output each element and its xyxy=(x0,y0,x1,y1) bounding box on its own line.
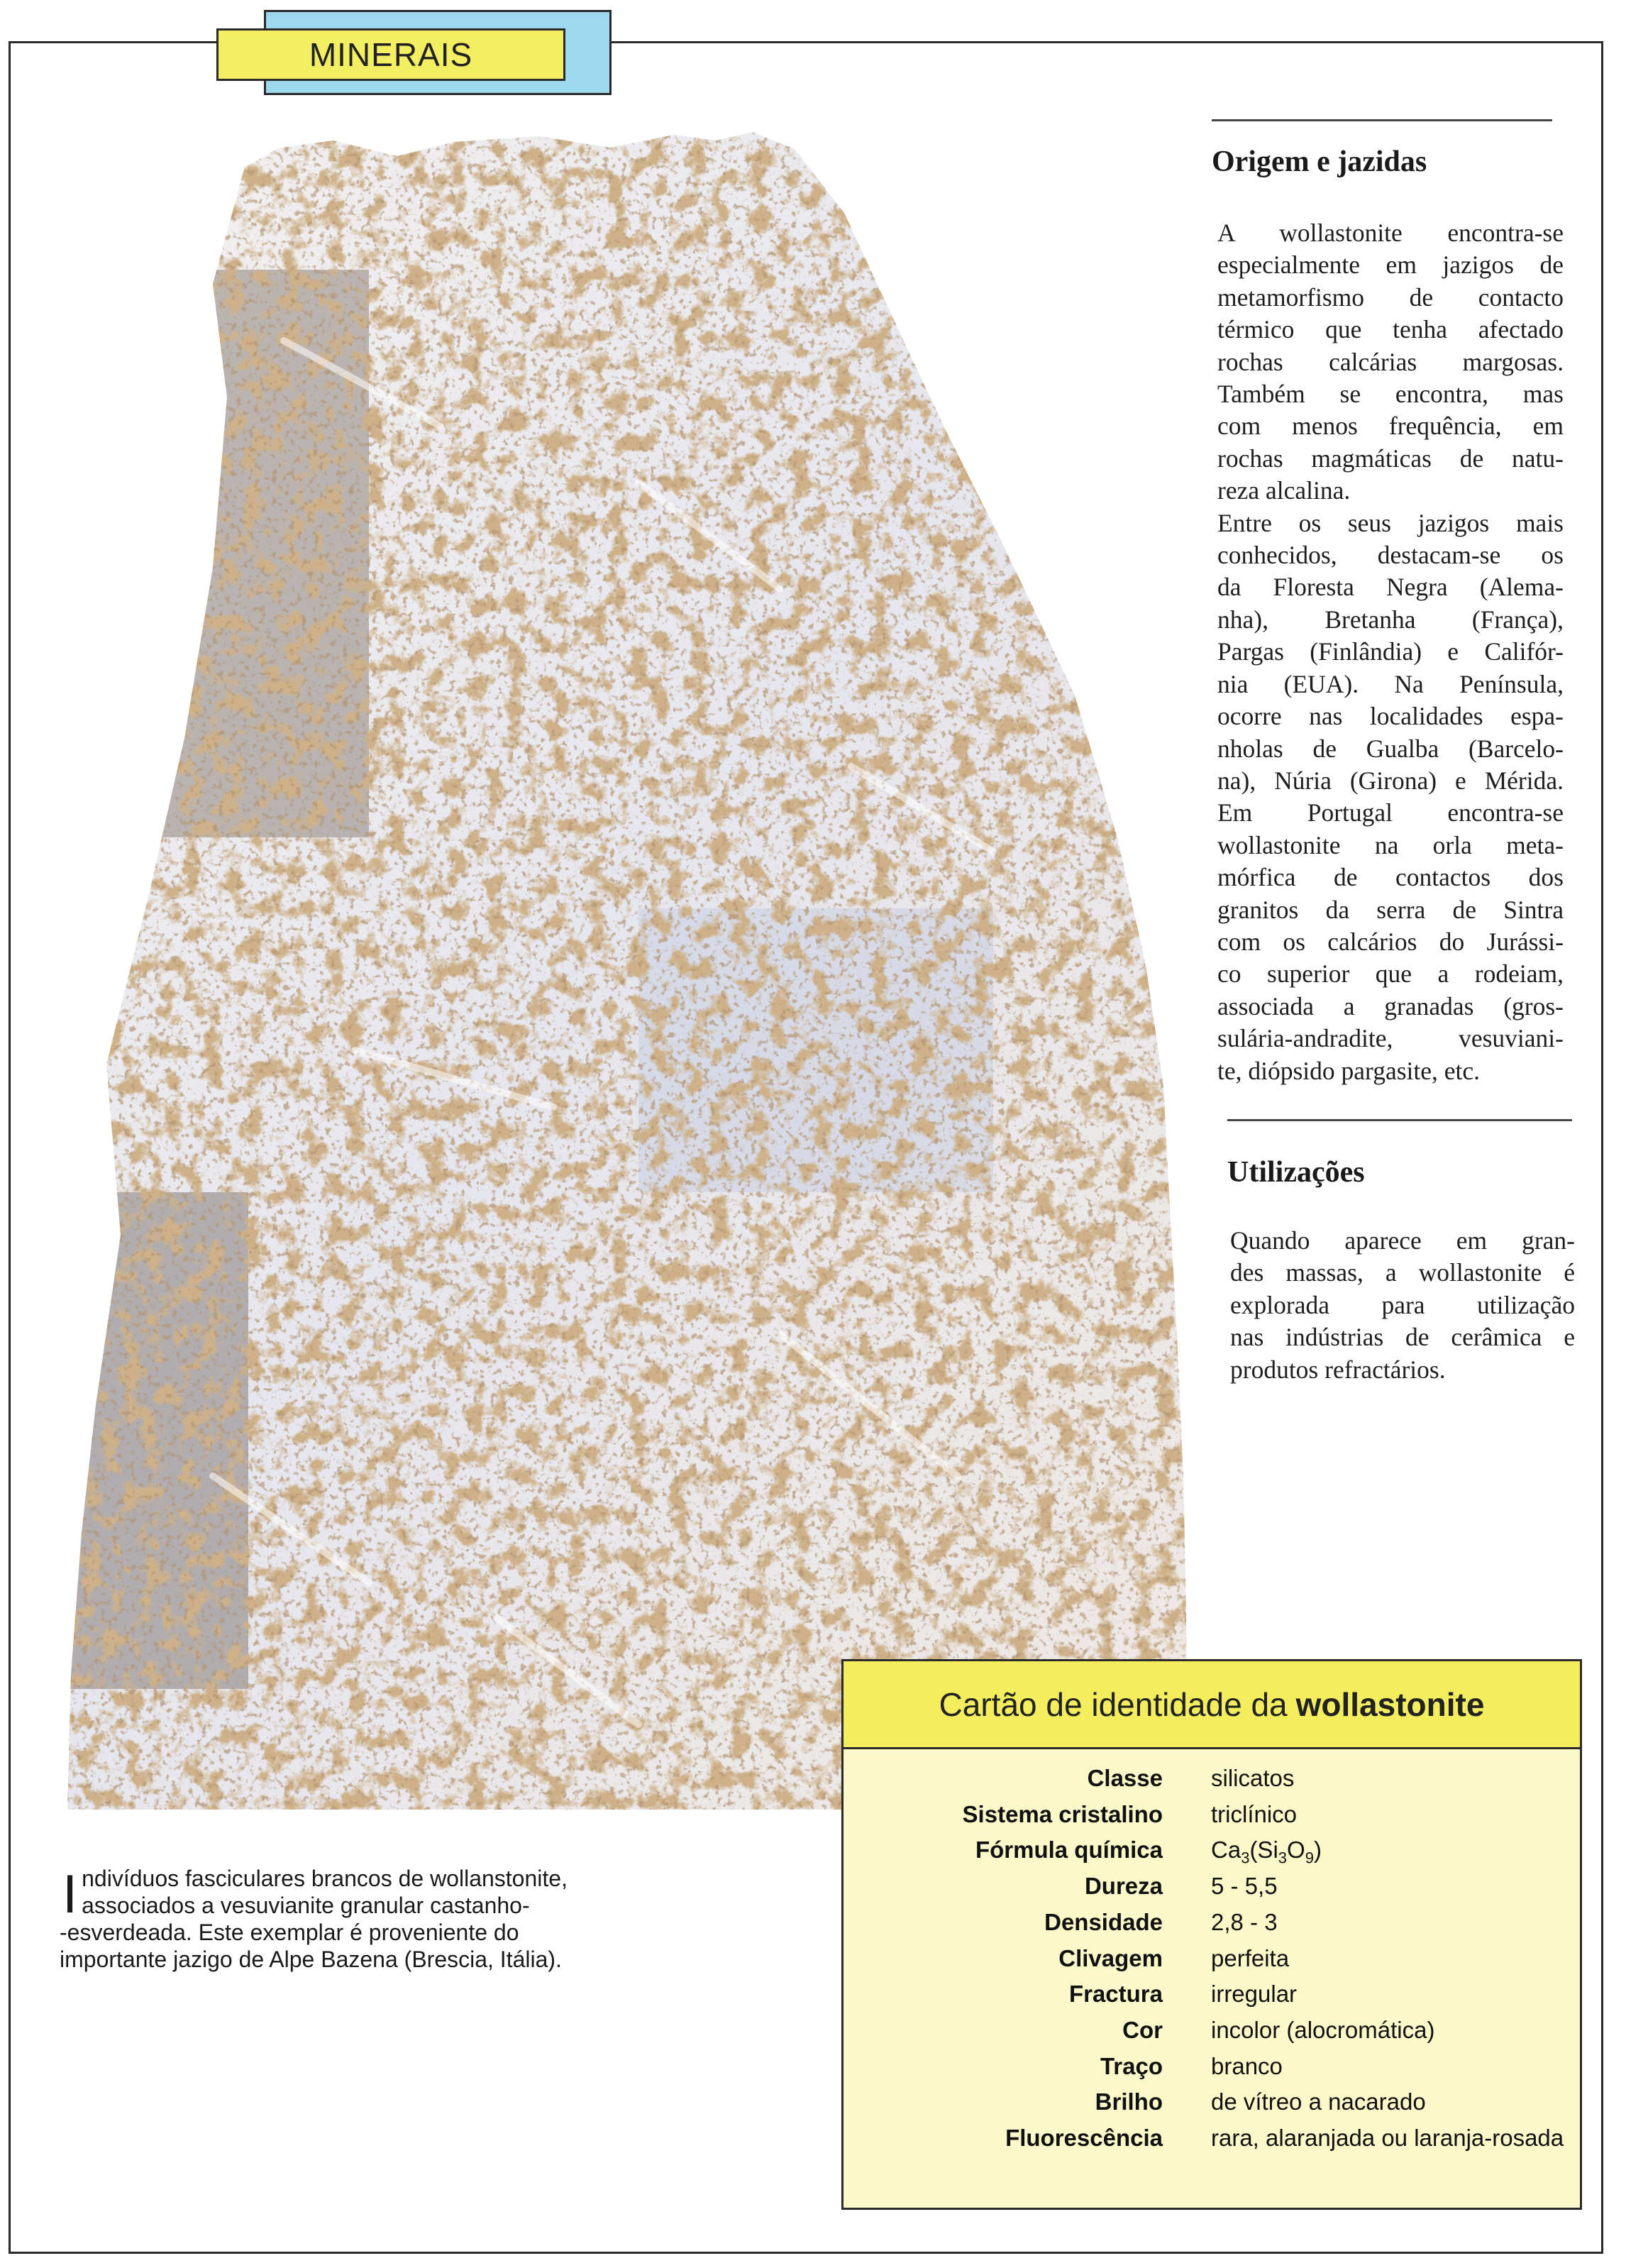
origem-text-line: térmico que tenha afectado xyxy=(1217,315,1564,344)
caption-line: associados a vesuvianite granular castanho- xyxy=(82,1893,530,1918)
origem-text-line: sulária-andradite, vesuviani- xyxy=(1217,1024,1564,1053)
card-title-prefix: Cartão de identidade da xyxy=(939,1685,1288,1723)
origem-text-line: nholas de Gualba (Barcelo- xyxy=(1217,734,1564,763)
origem-text-line: nha), Bretanha (França), xyxy=(1217,605,1564,634)
photo-caption xyxy=(60,1865,641,1973)
card-row-value: silicatos xyxy=(1211,1765,1295,1791)
card-row-value: triclínico xyxy=(1211,1800,1298,1827)
origem-text-line: na), Núria (Girona) e Mérida. xyxy=(1217,766,1564,795)
utilizacoes-text-line: Quando aparece em gran- xyxy=(1230,1226,1575,1255)
card-row xyxy=(844,1765,1580,1801)
card-row xyxy=(844,1909,1580,1945)
origem-text-line: conhecidos, destacam-se os xyxy=(1217,541,1564,570)
origem-text-line: da Floresta Negra (Alema- xyxy=(1217,573,1564,602)
origem-text-line: especialmente em jazigos de xyxy=(1217,251,1564,280)
card-row-value: 2,8 - 3 xyxy=(1211,1908,1278,1935)
origem-text-line: co superior que a rodeiam, xyxy=(1217,959,1564,989)
card-row-value: rara, alaranjada ou laranja-rosada xyxy=(1211,2125,1564,2151)
origem-text-line: reza alcalina. xyxy=(1217,476,1351,505)
origem-text-line: wollastonite na orla meta- xyxy=(1217,830,1564,859)
origem-text xyxy=(1217,217,1564,1087)
divider-origem xyxy=(1212,119,1552,121)
utilizacoes-text-line: des massas, a wollastonite é xyxy=(1230,1258,1575,1287)
utilizacoes-text-line: explorada para utilização xyxy=(1230,1290,1575,1319)
card-row-label: Classe xyxy=(1087,1765,1163,1791)
card-row-value: $Ca_3(Si_3O_9)$ xyxy=(1211,1837,1322,1867)
card-row xyxy=(844,1801,1580,1837)
heading-origem: Origem e jazidas xyxy=(1212,145,1427,178)
origem-text-line: com menos frequência, em xyxy=(1217,412,1564,441)
caption-line: importante jazigo de Alpe Bazena (Brescia, Itália). xyxy=(60,1947,562,1972)
card-row xyxy=(844,1837,1580,1873)
heading-utilizacoes: Utilizações xyxy=(1227,1156,1365,1189)
origem-text-line: Também se encontra, mas xyxy=(1217,380,1564,409)
card-row-label: Fórmula química xyxy=(975,1837,1163,1864)
origem-text-line: mórfica de contactos dos xyxy=(1217,863,1564,892)
origem-text-line: rochas calcárias margosas. xyxy=(1217,347,1564,376)
origem-text-line: rochas magmáticas de natu- xyxy=(1217,444,1564,473)
origem-text-line: nia (EUA). Na Península, xyxy=(1217,669,1564,698)
card-row-value: irregular xyxy=(1211,1981,1298,2008)
origem-text-line: granitos da serra de Sintra xyxy=(1217,895,1564,924)
section-tab xyxy=(216,28,565,81)
caption-line: -esverdeada. Este exemplar é proveniente do xyxy=(60,1920,519,1945)
card-row-value: branco xyxy=(1211,2052,1283,2079)
utilizacoes-text-line: nas indústrias de cerâmica e xyxy=(1230,1323,1575,1352)
mineral-photo xyxy=(0,128,1192,1824)
card-row-value: 5 - 5,5 xyxy=(1211,1873,1278,1900)
origem-text-line: te, diópsido pargasite, etc. xyxy=(1217,1056,1481,1085)
origem-text-line: ocorre nas localidades espa- xyxy=(1217,702,1564,731)
utilizacoes-text xyxy=(1230,1225,1575,1386)
origem-text-line: Entre os seus jazigos mais xyxy=(1217,508,1564,537)
card-row-label: Brilho xyxy=(1095,2088,1163,2115)
card-row-label: Traço xyxy=(1100,2052,1163,2079)
identity-card xyxy=(841,1659,1582,2210)
origem-text-line: com os calcários do Jurássi- xyxy=(1217,927,1564,956)
card-title-mineral: wollastonite xyxy=(1295,1685,1485,1723)
card-row-label: Clivagem xyxy=(1058,1944,1163,1971)
card-row-label: Sistema cristalino xyxy=(962,1800,1163,1827)
card-row-label: Dureza xyxy=(1084,1873,1163,1900)
card-row-label: Cor xyxy=(1122,2016,1163,2043)
utilizacoes-text-line: produtos refractários. xyxy=(1230,1355,1446,1384)
card-row xyxy=(844,1945,1580,1981)
identity-card-title xyxy=(844,1661,1580,1749)
card-row-value: incolor (alocromática) xyxy=(1211,2016,1435,2043)
card-row-value: perfeita xyxy=(1211,1944,1290,1971)
origem-text-line: associada a granadas (gros- xyxy=(1217,991,1564,1020)
card-row-value: de vítreo a nacarado xyxy=(1211,2088,1426,2115)
origem-text-line: Em Portugal encontra-se xyxy=(1217,798,1564,827)
card-row-label: Fractura xyxy=(1068,1981,1163,2008)
card-row xyxy=(844,2053,1580,2089)
card-row-label: Densidade xyxy=(1044,1908,1163,1935)
caption-line: ndivíduos fasciculares brancos de wollanstonite, xyxy=(82,1866,568,1891)
card-row xyxy=(844,2125,1580,2161)
origem-text-line: metamorfismo de contacto xyxy=(1217,282,1564,312)
section-label: MINERAIS xyxy=(309,36,473,73)
divider-utilizacoes xyxy=(1227,1119,1572,1121)
origem-text-line: Pargas (Finlândia) e Califór- xyxy=(1217,637,1564,666)
card-row xyxy=(844,2088,1580,2125)
card-row xyxy=(844,1981,1580,2017)
card-row xyxy=(844,2017,1580,2053)
origem-text-line: A wollastonite encontra-se xyxy=(1217,219,1564,247)
card-row-label: Fluorescência xyxy=(1005,2125,1163,2151)
card-row xyxy=(844,1873,1580,1909)
caption-dropcap: I xyxy=(62,1864,78,1925)
